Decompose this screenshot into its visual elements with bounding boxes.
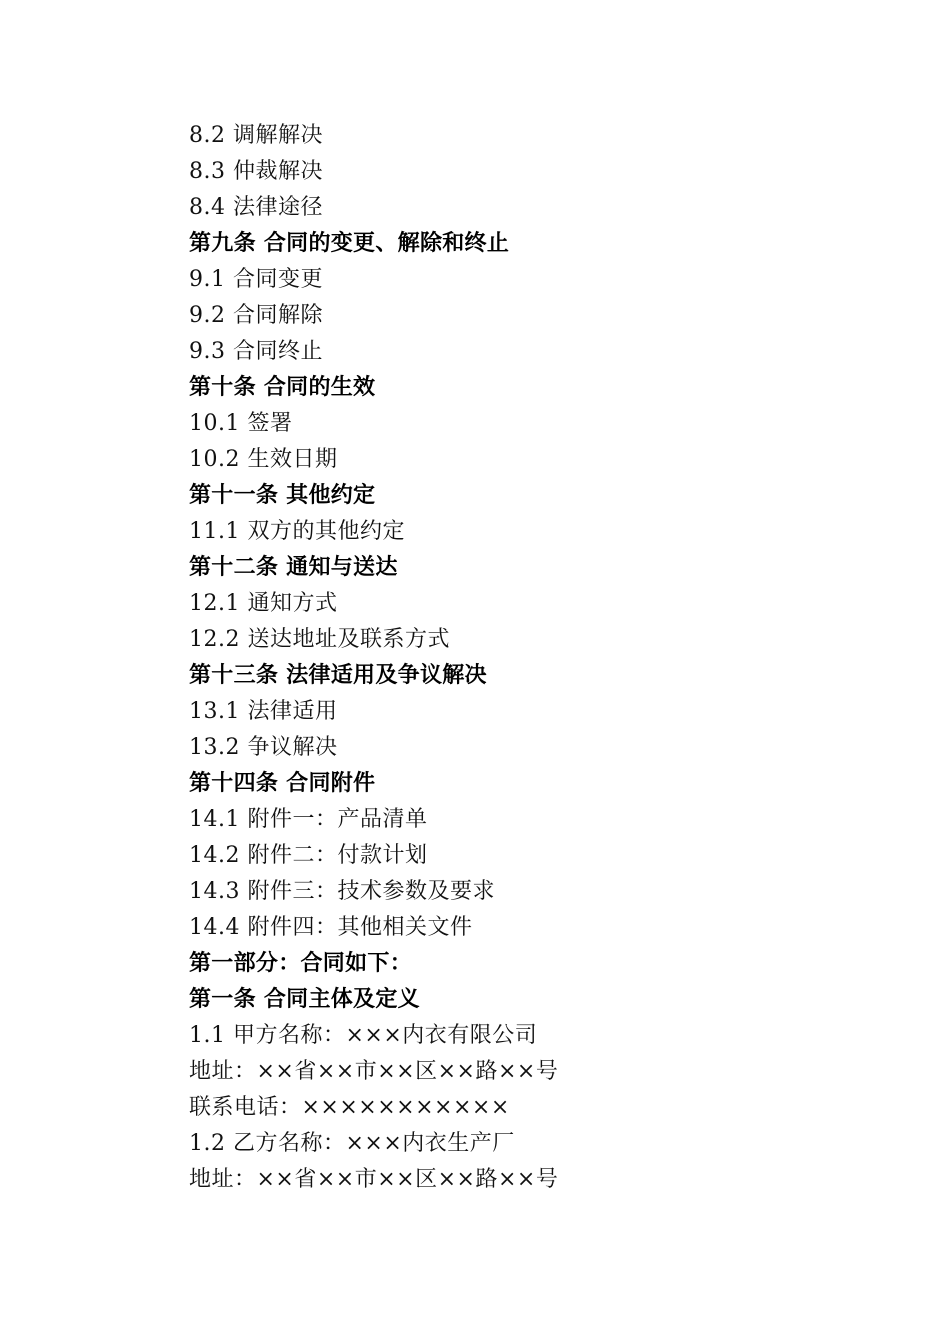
article-heading: 第十三条 法律适用及争议解决 bbox=[189, 663, 487, 688]
clause-item: 10.1 签署 bbox=[189, 411, 293, 436]
clause-item: 11.1 双方的其他约定 bbox=[189, 519, 405, 544]
article-heading: 第十条 合同的生效 bbox=[189, 375, 376, 400]
clause-item: 9.2 合同解除 bbox=[189, 303, 323, 328]
party-a-address: 地址：××省××市××区××路××号 bbox=[189, 1059, 559, 1084]
clause-item: 14.1 附件一：产品清单 bbox=[189, 807, 428, 832]
clause-item: 13.2 争议解决 bbox=[189, 735, 338, 760]
clause-item: 14.4 附件四：其他相关文件 bbox=[189, 915, 473, 940]
clause-item: 13.1 法律适用 bbox=[189, 699, 338, 724]
party-b-name: 1.2 乙方名称：×××内衣生产厂 bbox=[189, 1131, 515, 1156]
article-heading: 第十四条 合同附件 bbox=[189, 771, 376, 796]
clause-item: 14.3 附件三：技术参数及要求 bbox=[189, 879, 495, 904]
clause-item: 8.3 仲裁解决 bbox=[189, 159, 323, 184]
clause-item: 9.3 合同终止 bbox=[189, 339, 323, 364]
article-heading: 第九条 合同的变更、解除和终止 bbox=[189, 231, 510, 256]
party-b-address: 地址：××省××市××区××路××号 bbox=[189, 1167, 559, 1192]
clause-item: 14.2 附件二：付款计划 bbox=[189, 843, 428, 868]
clause-item: 10.2 生效日期 bbox=[189, 447, 338, 472]
clause-item: 12.2 送达地址及联系方式 bbox=[189, 627, 450, 652]
party-a-name: 1.1 甲方名称：×××内衣有限公司 bbox=[189, 1023, 538, 1048]
party-a-phone: 联系电话：××××××××××× bbox=[189, 1095, 510, 1120]
clause-item: 8.4 法律途径 bbox=[189, 195, 323, 220]
document-body bbox=[189, 118, 889, 1198]
clause-item: 12.1 通知方式 bbox=[189, 591, 338, 616]
clause-item: 8.2 调解解决 bbox=[189, 123, 323, 148]
article-heading: 第一条 合同主体及定义 bbox=[189, 987, 420, 1012]
article-heading: 第十二条 通知与送达 bbox=[189, 555, 398, 580]
article-heading: 第十一条 其他约定 bbox=[189, 483, 376, 508]
clause-item: 9.1 合同变更 bbox=[189, 267, 323, 292]
part-heading: 第一部分：合同如下： bbox=[189, 951, 413, 976]
